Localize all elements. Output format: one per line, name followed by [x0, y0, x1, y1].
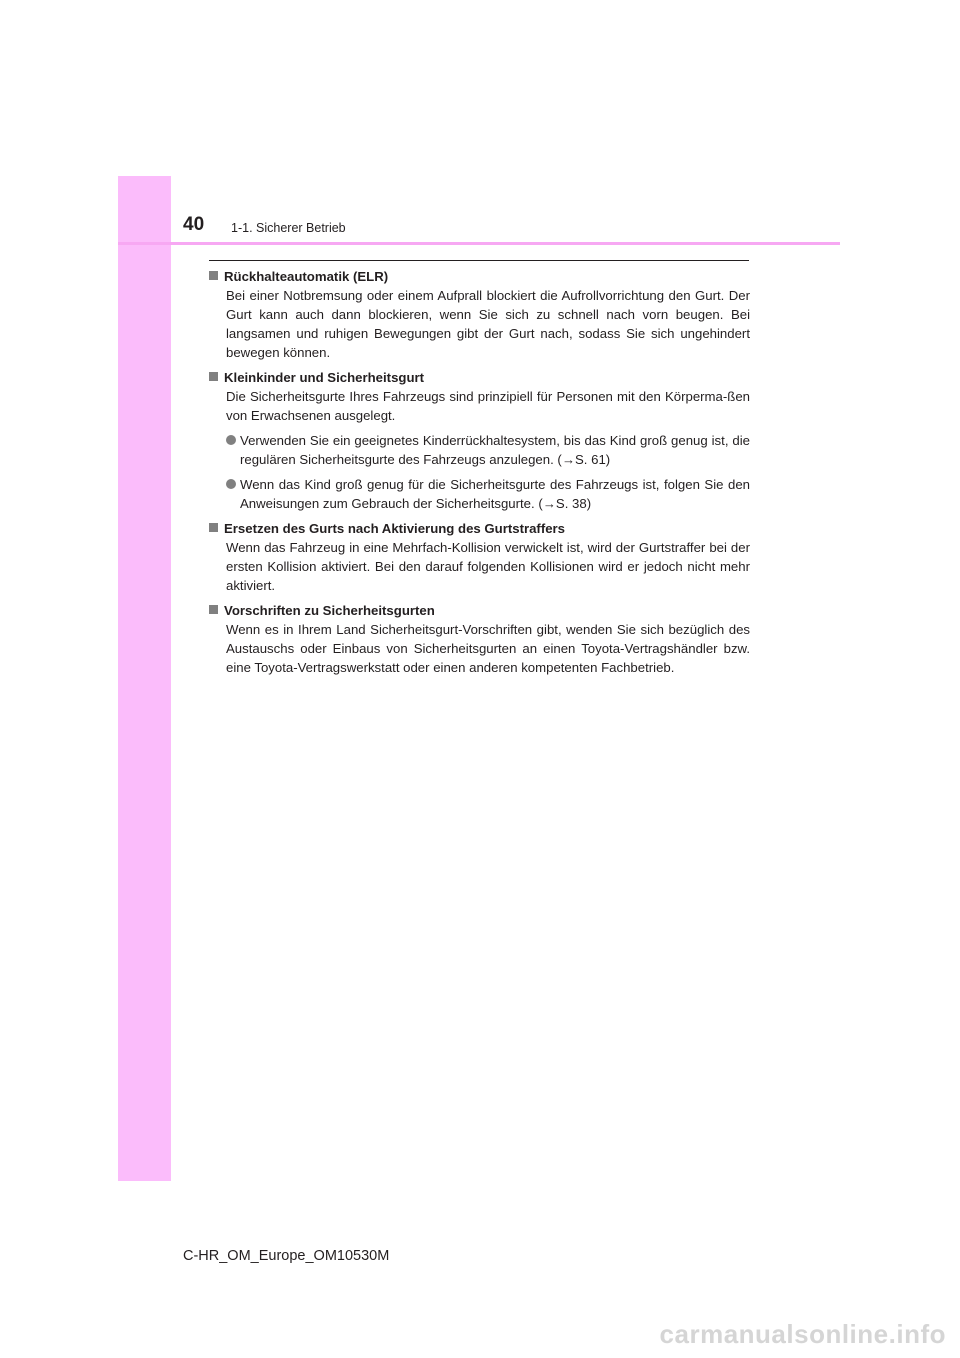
list-item: [209, 431, 750, 469]
section-heading: [209, 601, 750, 620]
section-heading: [209, 368, 750, 387]
circle-bullet-icon: [226, 479, 236, 489]
section-children: [209, 368, 750, 513]
side-color-band: [118, 176, 171, 1181]
section-paragraph: Die Sicherheitsgurte Ihres Fahrzeugs sind prinzipiell für Personen mit den Körperma-ßen von Erwachsenen ausgelegt.: [226, 389, 750, 423]
section-heading-text: Ersetzen des Gurts nach Aktivierung des Gurtstraffers: [224, 521, 566, 536]
section-paragraph: Wenn es in Ihrem Land Sicherheitsgurt-Vorschriften gibt, wenden Sie sich bezüglich des Austauschs oder Einbaus von Sicherheitsgurten an einen Toyota-Vertragshändler bzw. eine Toyota-Vertragswerkstatt oder einen anderen kompetenten Fachbetrieb.: [226, 622, 750, 675]
section-heading: [209, 519, 750, 538]
circle-bullet-icon: [226, 435, 236, 445]
section-title: 1-1. Sicherer Betrieb: [231, 221, 346, 235]
square-bullet-icon: [209, 271, 218, 280]
content-top-rule: [209, 260, 749, 261]
watermark: carmanualsonline.info: [659, 1319, 946, 1349]
list-item-text: Wenn das Kind groß genug für die Sicherheitsgurte des Fahrzeugs ist, folgen Sie den Anweisungen zum Gebrauch der Sicherheitsgurte. (→S. 38): [240, 477, 750, 511]
section-paragraph: Bei einer Notbremsung oder einem Aufprall blockiert die Aufrollvorrichtung den Gurt. Der Gurt kann auch dann blockieren, wenn Sie sich zu schnell nach vorn beugen. Bei langsamen und ruhigen Bewegungen gibt der Gurt nach, sodass Sie sich ungehindert bewegen können.: [226, 288, 750, 360]
list-item-text: Verwenden Sie ein geeignetes Kinderrückhaltesystem, bis das Kind groß genug ist, die regulären Sicherheitsgurte des Fahrzeugs anzulegen. (→S. 61): [240, 433, 750, 467]
section-heading-text: Kleinkinder und Sicherheitsgurt: [224, 370, 425, 385]
square-bullet-icon: [209, 605, 218, 614]
page-number: 40: [183, 214, 205, 235]
section-heading-text: Rückhalteautomatik (ELR): [224, 269, 389, 284]
section-heading: [209, 267, 750, 286]
section-heading-text: Vorschriften zu Sicherheitsgurten: [224, 603, 435, 618]
list-item: [209, 475, 750, 513]
section-paragraph: Wenn das Fahrzeug in eine Mehrfach-Kollision verwickelt ist, wird der Gurtstraffer bei der ersten Kollision aktiviert. Bei den darauf folgenden Kollisionen wird er jedoch nicht mehr aktiviert.: [226, 540, 750, 593]
square-bullet-icon: [209, 523, 218, 532]
page-content: [209, 267, 750, 683]
section-regulations: [209, 601, 750, 677]
square-bullet-icon: [209, 372, 218, 381]
section-elr: [209, 267, 750, 362]
section-pretensioner: [209, 519, 750, 595]
footer-document-id: C-HR_OM_Europe_OM10530M: [183, 1248, 390, 1264]
header-divider: [118, 242, 840, 245]
